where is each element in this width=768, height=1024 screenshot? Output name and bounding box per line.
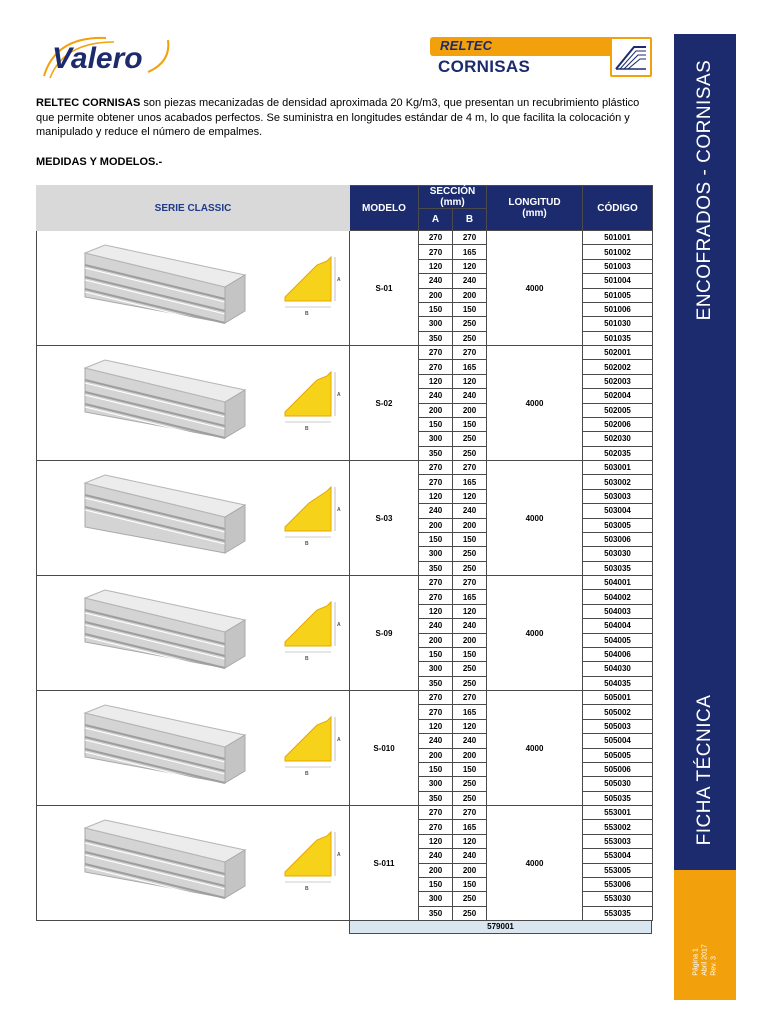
- code-cell: 505005: [583, 748, 653, 762]
- code-cell: 503005: [583, 518, 653, 532]
- code-cell: 501030: [583, 317, 653, 331]
- dim-a-cell: 270: [419, 231, 453, 245]
- model-illustration: [45, 695, 345, 799]
- code-cell: 553003: [583, 834, 653, 848]
- dim-a-cell: 200: [419, 633, 453, 647]
- code-cell: 503003: [583, 489, 653, 503]
- dim-b-cell: 270: [453, 691, 487, 705]
- model-image-cell: [37, 461, 350, 576]
- side-meta: [692, 944, 719, 976]
- dim-a-cell: 120: [419, 834, 453, 848]
- model-name: S-011: [350, 806, 419, 921]
- model-name: S-010: [350, 691, 419, 806]
- code-cell: 502002: [583, 360, 653, 374]
- dim-a-cell: 240: [419, 504, 453, 518]
- dim-a-cell: 270: [419, 820, 453, 834]
- dim-b-cell: 120: [453, 719, 487, 733]
- cornice-render-image: [85, 820, 245, 901]
- code-cell: 502035: [583, 446, 653, 460]
- cornice-render-image: [85, 705, 245, 786]
- svg-text:A: A: [337, 852, 341, 858]
- model-image-cell: [37, 231, 350, 346]
- code-cell: 503004: [583, 504, 653, 518]
- dim-b-cell: 250: [453, 892, 487, 906]
- dim-b-cell: 270: [453, 346, 487, 360]
- table-row: [37, 691, 653, 705]
- logo-text: Valero: [52, 42, 143, 75]
- col-a-header: A: [419, 209, 453, 231]
- dim-b-cell: 240: [453, 619, 487, 633]
- section-title: MEDIDAS Y MODELOS.-: [36, 156, 163, 168]
- dim-b-cell: 150: [453, 302, 487, 316]
- dim-a-cell: 200: [419, 288, 453, 302]
- dim-b-cell: 270: [453, 576, 487, 590]
- dim-a-cell: 300: [419, 662, 453, 676]
- dim-b-cell: 250: [453, 331, 487, 345]
- dim-b-cell: 150: [453, 417, 487, 431]
- dim-b-cell: 250: [453, 662, 487, 676]
- dim-b-cell: 165: [453, 705, 487, 719]
- profile-section-diagram: [285, 717, 341, 777]
- dim-a-cell: 270: [419, 346, 453, 360]
- dim-b-cell: 250: [453, 777, 487, 791]
- intro-paragraph: [36, 96, 656, 140]
- dim-b-cell: 240: [453, 504, 487, 518]
- dim-b-cell: 165: [453, 245, 487, 259]
- code-cell: 501002: [583, 245, 653, 259]
- model-name: S-09: [350, 576, 419, 691]
- dim-b-cell: 200: [453, 863, 487, 877]
- svg-text:B: B: [305, 886, 309, 892]
- intro-text: son piezas mecanizadas de densidad aproximada 20 Kg/m3, que presentan un recubrimiento plástico que permite obtener unos acabados perfectos. Se suministra en longitudes estándar de 4 m, lo que facilita la colocación y manipulado y reduce el número de empalmes.: [36, 97, 640, 138]
- dim-a-cell: 350: [419, 791, 453, 805]
- dim-b-cell: 250: [453, 791, 487, 805]
- code-cell: 505006: [583, 762, 653, 776]
- svg-text:B: B: [305, 541, 309, 547]
- code-cell: 504005: [583, 633, 653, 647]
- code-cell: 501001: [583, 231, 653, 245]
- col-length-header: LONGITUD (mm): [487, 186, 583, 231]
- dim-b-cell: 165: [453, 820, 487, 834]
- col-b-header: B: [453, 209, 487, 231]
- dim-b-cell: 200: [453, 748, 487, 762]
- cornice-render-image: [85, 590, 245, 671]
- code-cell: 553001: [583, 806, 653, 820]
- code-cell: 504030: [583, 662, 653, 676]
- dim-a-cell: 300: [419, 547, 453, 561]
- code-cell: 501035: [583, 331, 653, 345]
- code-cell: 502001: [583, 346, 653, 360]
- code-cell: 502003: [583, 374, 653, 388]
- page-number: Página 1: [692, 948, 700, 976]
- dim-b-cell: 150: [453, 877, 487, 891]
- code-cell: 503035: [583, 561, 653, 575]
- dim-b-cell: 120: [453, 834, 487, 848]
- dim-b-cell: 240: [453, 849, 487, 863]
- dim-b-cell: 250: [453, 561, 487, 575]
- dim-a-cell: 300: [419, 892, 453, 906]
- length-cell: 4000: [487, 806, 583, 921]
- code-cell: 553002: [583, 820, 653, 834]
- svg-text:B: B: [305, 426, 309, 432]
- dim-b-cell: 120: [453, 604, 487, 618]
- dim-b-cell: 250: [453, 676, 487, 690]
- code-cell: 505002: [583, 705, 653, 719]
- profile-section-diagram: [285, 832, 341, 892]
- dim-b-cell: 240: [453, 389, 487, 403]
- reltec-badge: [430, 37, 652, 79]
- cornice-render-image: [85, 475, 245, 553]
- spec-body: [37, 231, 653, 921]
- code-cell: 553006: [583, 877, 653, 891]
- code-cell: 505004: [583, 734, 653, 748]
- code-cell: 502006: [583, 417, 653, 431]
- dim-a-cell: 150: [419, 417, 453, 431]
- doc-date: Abril 2017: [701, 944, 709, 976]
- model-name: S-03: [350, 461, 419, 576]
- length-cell: 4000: [487, 461, 583, 576]
- model-illustration: [45, 350, 345, 454]
- svg-text:B: B: [305, 311, 309, 317]
- dim-b-cell: 250: [453, 317, 487, 331]
- reltec-emblem-icon: [610, 37, 652, 77]
- model-image-cell: [37, 806, 350, 921]
- dim-a-cell: 240: [419, 389, 453, 403]
- dim-b-cell: 150: [453, 762, 487, 776]
- cornice-render-image: [85, 360, 245, 441]
- dim-a-cell: 240: [419, 274, 453, 288]
- dim-a-cell: 150: [419, 877, 453, 891]
- dim-b-cell: 120: [453, 259, 487, 273]
- col-model-header: MODELO: [350, 186, 419, 231]
- code-cell: 503002: [583, 475, 653, 489]
- valero-logo: [36, 32, 176, 82]
- dim-a-cell: 150: [419, 762, 453, 776]
- col-code-header: CÓDIGO: [583, 186, 653, 231]
- table-row: [37, 576, 653, 590]
- model-image-cell: [37, 691, 350, 806]
- dim-b-cell: 120: [453, 489, 487, 503]
- model-image-cell: [37, 576, 350, 691]
- dim-a-cell: 270: [419, 691, 453, 705]
- length-cell: 4000: [487, 231, 583, 346]
- dim-b-cell: 165: [453, 475, 487, 489]
- code-cell: 504002: [583, 590, 653, 604]
- dim-a-cell: 200: [419, 403, 453, 417]
- col-section-header: SECCIÓN (mm): [419, 186, 487, 209]
- code-cell: 503001: [583, 461, 653, 475]
- cornice-render-image: [85, 245, 245, 326]
- code-cell: 503006: [583, 532, 653, 546]
- svg-text:B: B: [305, 656, 309, 662]
- model-image-cell: [37, 346, 350, 461]
- model-name: S-02: [350, 346, 419, 461]
- code-cell: 505030: [583, 777, 653, 791]
- reltec-brand: RELTEC: [440, 38, 493, 53]
- dim-a-cell: 240: [419, 619, 453, 633]
- dim-b-cell: 240: [453, 734, 487, 748]
- dim-b-cell: 200: [453, 403, 487, 417]
- svg-text:A: A: [337, 622, 341, 628]
- dim-b-cell: 165: [453, 590, 487, 604]
- code-cell: 502005: [583, 403, 653, 417]
- dim-b-cell: 250: [453, 547, 487, 561]
- model-illustration: [45, 235, 345, 339]
- profile-section-diagram: [285, 602, 341, 662]
- dim-a-cell: 150: [419, 302, 453, 316]
- dim-b-cell: 120: [453, 374, 487, 388]
- dim-b-cell: 150: [453, 647, 487, 661]
- side-bar-accent: [674, 870, 736, 1000]
- table-row: [37, 346, 653, 360]
- code-cell: 505035: [583, 791, 653, 805]
- svg-text:A: A: [337, 737, 341, 743]
- table-row: [37, 231, 653, 245]
- dim-b-cell: 270: [453, 461, 487, 475]
- dim-a-cell: 350: [419, 446, 453, 460]
- dim-a-cell: 120: [419, 719, 453, 733]
- dim-a-cell: 270: [419, 806, 453, 820]
- code-cell: 502030: [583, 432, 653, 446]
- dim-a-cell: 270: [419, 360, 453, 374]
- dim-b-cell: 200: [453, 633, 487, 647]
- table-row: [37, 806, 653, 820]
- dim-a-cell: 350: [419, 676, 453, 690]
- code-cell: 504004: [583, 619, 653, 633]
- code-cell: 553005: [583, 863, 653, 877]
- dim-b-cell: 200: [453, 288, 487, 302]
- dim-a-cell: 270: [419, 705, 453, 719]
- dim-a-cell: 240: [419, 734, 453, 748]
- model-name: S-01: [350, 231, 419, 346]
- profile-section-diagram: [285, 487, 341, 547]
- dim-a-cell: 300: [419, 317, 453, 331]
- dim-a-cell: 270: [419, 576, 453, 590]
- dim-a-cell: 300: [419, 777, 453, 791]
- dim-a-cell: 350: [419, 561, 453, 575]
- code-cell: 553004: [583, 849, 653, 863]
- code-cell: 505003: [583, 719, 653, 733]
- dim-a-cell: 120: [419, 374, 453, 388]
- dim-a-cell: 150: [419, 532, 453, 546]
- table-row: [37, 461, 653, 475]
- code-cell: 504035: [583, 676, 653, 690]
- dim-a-cell: 270: [419, 475, 453, 489]
- spec-table: [36, 185, 653, 921]
- code-cell: 501005: [583, 288, 653, 302]
- length-cell: 4000: [487, 346, 583, 461]
- model-illustration: [45, 810, 345, 914]
- footer-code: 579001: [349, 920, 652, 934]
- dim-a-cell: 120: [419, 604, 453, 618]
- dim-a-cell: 350: [419, 331, 453, 345]
- profile-section-diagram: [285, 257, 341, 317]
- dim-a-cell: 350: [419, 906, 453, 920]
- length-cell: 4000: [487, 691, 583, 806]
- svg-text:A: A: [337, 392, 341, 398]
- side-doc-type-text: FICHA TÉCNICA: [694, 694, 715, 846]
- dim-b-cell: 250: [453, 906, 487, 920]
- model-illustration: [45, 580, 345, 684]
- code-cell: 504003: [583, 604, 653, 618]
- dim-a-cell: 200: [419, 748, 453, 762]
- dim-a-cell: 200: [419, 518, 453, 532]
- dim-b-cell: 150: [453, 532, 487, 546]
- svg-text:A: A: [337, 277, 341, 283]
- model-illustration: [45, 465, 345, 569]
- series-header: SERIE CLASSIC: [37, 186, 350, 231]
- svg-text:B: B: [305, 771, 309, 777]
- dim-b-cell: 250: [453, 446, 487, 460]
- code-cell: 505001: [583, 691, 653, 705]
- dim-a-cell: 270: [419, 461, 453, 475]
- code-cell: 501003: [583, 259, 653, 273]
- dim-a-cell: 270: [419, 245, 453, 259]
- dim-a-cell: 240: [419, 849, 453, 863]
- profile-section-diagram: [285, 372, 341, 432]
- dim-b-cell: 200: [453, 518, 487, 532]
- code-cell: 553035: [583, 906, 653, 920]
- dim-a-cell: 150: [419, 647, 453, 661]
- code-cell: 504006: [583, 647, 653, 661]
- intro-lead: RELTEC CORNISAS: [36, 97, 141, 109]
- code-cell: 501004: [583, 274, 653, 288]
- dim-b-cell: 270: [453, 231, 487, 245]
- code-cell: 553030: [583, 892, 653, 906]
- dim-a-cell: 270: [419, 590, 453, 604]
- reltec-product-title: CORNISAS: [438, 57, 531, 76]
- code-cell: 502004: [583, 389, 653, 403]
- dim-a-cell: 120: [419, 489, 453, 503]
- doc-revision: Rev. 3: [710, 956, 718, 976]
- dim-b-cell: 240: [453, 274, 487, 288]
- code-cell: 503030: [583, 547, 653, 561]
- dim-a-cell: 200: [419, 863, 453, 877]
- code-cell: 501006: [583, 302, 653, 316]
- dim-a-cell: 120: [419, 259, 453, 273]
- dim-b-cell: 165: [453, 360, 487, 374]
- svg-text:A: A: [337, 507, 341, 513]
- code-cell: 504001: [583, 576, 653, 590]
- dim-b-cell: 250: [453, 432, 487, 446]
- side-category-text: ENCOFRADOS - CORNISAS: [694, 59, 715, 321]
- dim-b-cell: 270: [453, 806, 487, 820]
- dim-a-cell: 300: [419, 432, 453, 446]
- length-cell: 4000: [487, 576, 583, 691]
